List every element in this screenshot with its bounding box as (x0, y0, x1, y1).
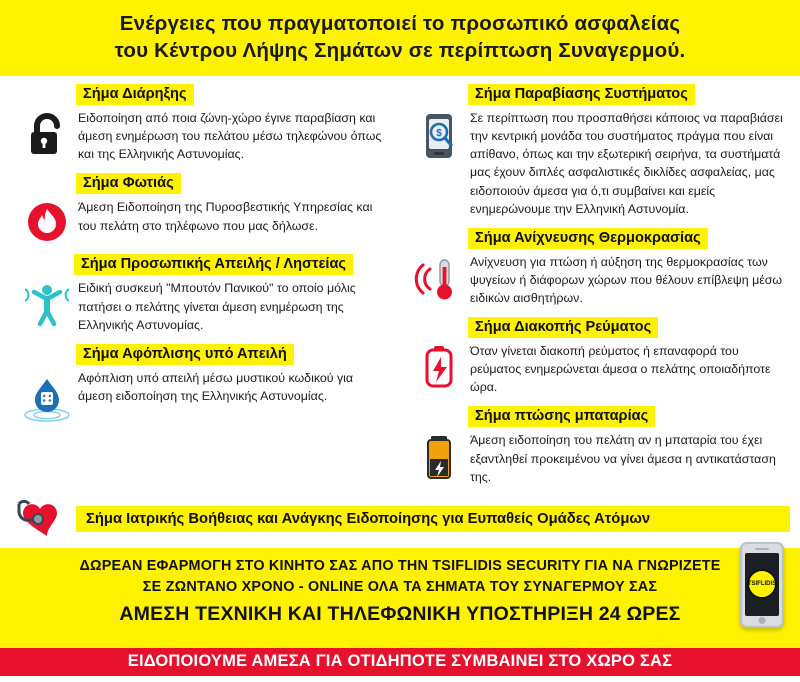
app-logo: TSIFLIDIS (747, 569, 777, 599)
phone-speaker (755, 548, 769, 550)
fire-flame-icon (16, 198, 78, 244)
signal-block-battery (408, 406, 790, 485)
phone-screen (745, 553, 779, 616)
left-column (10, 84, 396, 496)
signal-title: Σήμα Ανίχνευσης Θερμοκρασίας (468, 228, 708, 249)
medical-banner (10, 498, 790, 540)
svg-text:$: $ (436, 128, 442, 140)
signal-block-duress (16, 344, 396, 423)
signal-block-power (408, 317, 790, 396)
power-bolt-icon (408, 342, 470, 392)
footer-line-1: ΔΩΡΕΑΝ ΕΦΑΡΜΟΓΗ ΣΤΟ ΚΙΝΗΤΟ ΣΑΣ ΑΠΟ ΤΗΝ TSIFLIDIS SECURITY ΓΙΑ ΝΑ ΓΝΩΡΙΖΕΤΕ (79, 557, 721, 574)
open-padlock-icon (16, 109, 78, 157)
footer-alert-strip: ΕΙΔΟΠΟΙΟΥΜΕ ΑΜΕΣΑ ΓΙΑ ΟΤΙΔΗΠΟΤΕ ΣΥΜΒΑΙΝΕΙ ΣΤΟ ΧΩΡΟ ΣΑΣ (0, 648, 800, 676)
thermometer-icon (408, 253, 470, 303)
signal-title: Σήμα Φωτιάς (76, 173, 181, 194)
medical-banner-text: Σήμα Ιατρικής Βοήθειας και Ανάγκης Ειδοποίησης για Ευπαθείς Ομάδες Ατόμων (76, 506, 790, 532)
signal-block-panic (16, 254, 396, 333)
signal-title: Σήμα Αφόπλισης υπό Απειλή (76, 344, 294, 365)
phone-home-button (759, 617, 766, 624)
panic-person-icon (16, 279, 78, 327)
panel-tamper-icon (408, 109, 470, 161)
content-columns (0, 76, 800, 496)
signal-description: Άμεση Ειδοποίηση της Πυροσβεστικής Υπηρεσίας και του πελάτη στο τηλέφωνο που μας δήλωσε. (78, 200, 373, 233)
signal-description: Ειδική συσκευή "Μπουτόν Πανικού" το οποίο μόλις πατήσει ο πελάτης γίνεται άμεση ενημέρωση της Ελληνικής Αστυνομίας. (78, 281, 356, 332)
header-line-1: Ενέργειες που πραγματοποιεί το προσωπικό ασφαλείας (119, 12, 681, 35)
signal-title: Σήμα Προσωπικής Απειλής / Ληστείας (74, 254, 353, 275)
header-banner (0, 0, 800, 76)
keypad-water-icon (16, 369, 78, 423)
footer-line-3: ΑΜΕΣΗ ΤΕΧΝΙΚΗ ΚΑΙ ΤΗΛΕΦΩΝΙΚΗ ΥΠΟΣΤΗΡΙΞΗ 24 ΩΡΕΣ (119, 603, 681, 626)
signal-block-fire (16, 173, 396, 244)
signal-description: Άμεση ειδοποίηση του πελάτη αν η μπαταρία του έχει εξαντληθεί προκειμένου να γίνει άμεσα η αντικατάσταση της. (470, 433, 776, 484)
signal-block-burglary (16, 84, 396, 163)
signal-title: Σήμα Παραβίασης Συστήματος (468, 84, 695, 105)
right-column (404, 84, 790, 496)
signal-block-temperature (408, 228, 790, 307)
signal-description: Αφόπλιση υπό απειλή μέσω μυστικού κωδικού για άμεση ειδοποίηση της Ελληνικής Αστυνομίας. (78, 370, 354, 403)
smartphone-mockup (740, 542, 784, 628)
signal-description: Ειδοποίηση από ποια ζώνη-χώρο έγινε παραβίαση και άμεση ενημέρωση του πελάτου μέσω τηλεφώνου όπως και της Ελληνικής Αστυνομίας. (78, 111, 382, 162)
battery-low-icon (408, 431, 470, 483)
signal-block-tamper (408, 84, 790, 218)
signal-description: Όταν γίνεται διακοπή ρεύματος ή επαναφορά του ρεύματος ενημερώνεται άμεσα ο πελάτης οποιαδήποτε ώρα. (470, 344, 771, 395)
header-line-2: του Κέντρου Λήψης Σημάτων σε περίπτωση Συναγερμού. (114, 39, 686, 63)
footer-line-2: ΣΕ ΖΩΝΤΑΝΟ ΧΡΟΝΟ - ONLINE ΟΛΑ ΤΑ ΣΗΜΑΤΑ ΤΟΥ ΣΥΝΑΓΕΡΜΟΥ ΣΑΣ (142, 578, 658, 595)
signal-title: Σήμα πτώσης μπαταρίας (468, 406, 655, 427)
heart-stethoscope-icon (10, 498, 76, 540)
footer-banner (0, 548, 800, 676)
signal-description: Ανίχνευση για πτώση ή αύξηση της θερμοκρασίας των ψυγείων ή διάφορων χώρων που θέλουν επίβλεψη μέσω ειδικών αισθητήρων. (470, 254, 783, 305)
signal-title: Σήμα Διάρηξης (76, 84, 194, 105)
signal-description: Σε περίπτωση που προσπαθήσει κάποιος να παραβιάσει την κεντρική μονάδα του συστήματος πράγμα που είναι απίθανο, όπως και την εξωτερική σειρήνα, τα συστήματά μας έχουν διπλές ασφαλιστικές δικλίδες ασφαλείας, μας ειδοποιούν άμεσα για ό,τι συμβαίνει και εμείς ενημερώνουμε την Ελληνική Αστυνομία. (470, 111, 783, 216)
signal-title: Σήμα Διακοπής Ρεύματος (468, 317, 658, 338)
